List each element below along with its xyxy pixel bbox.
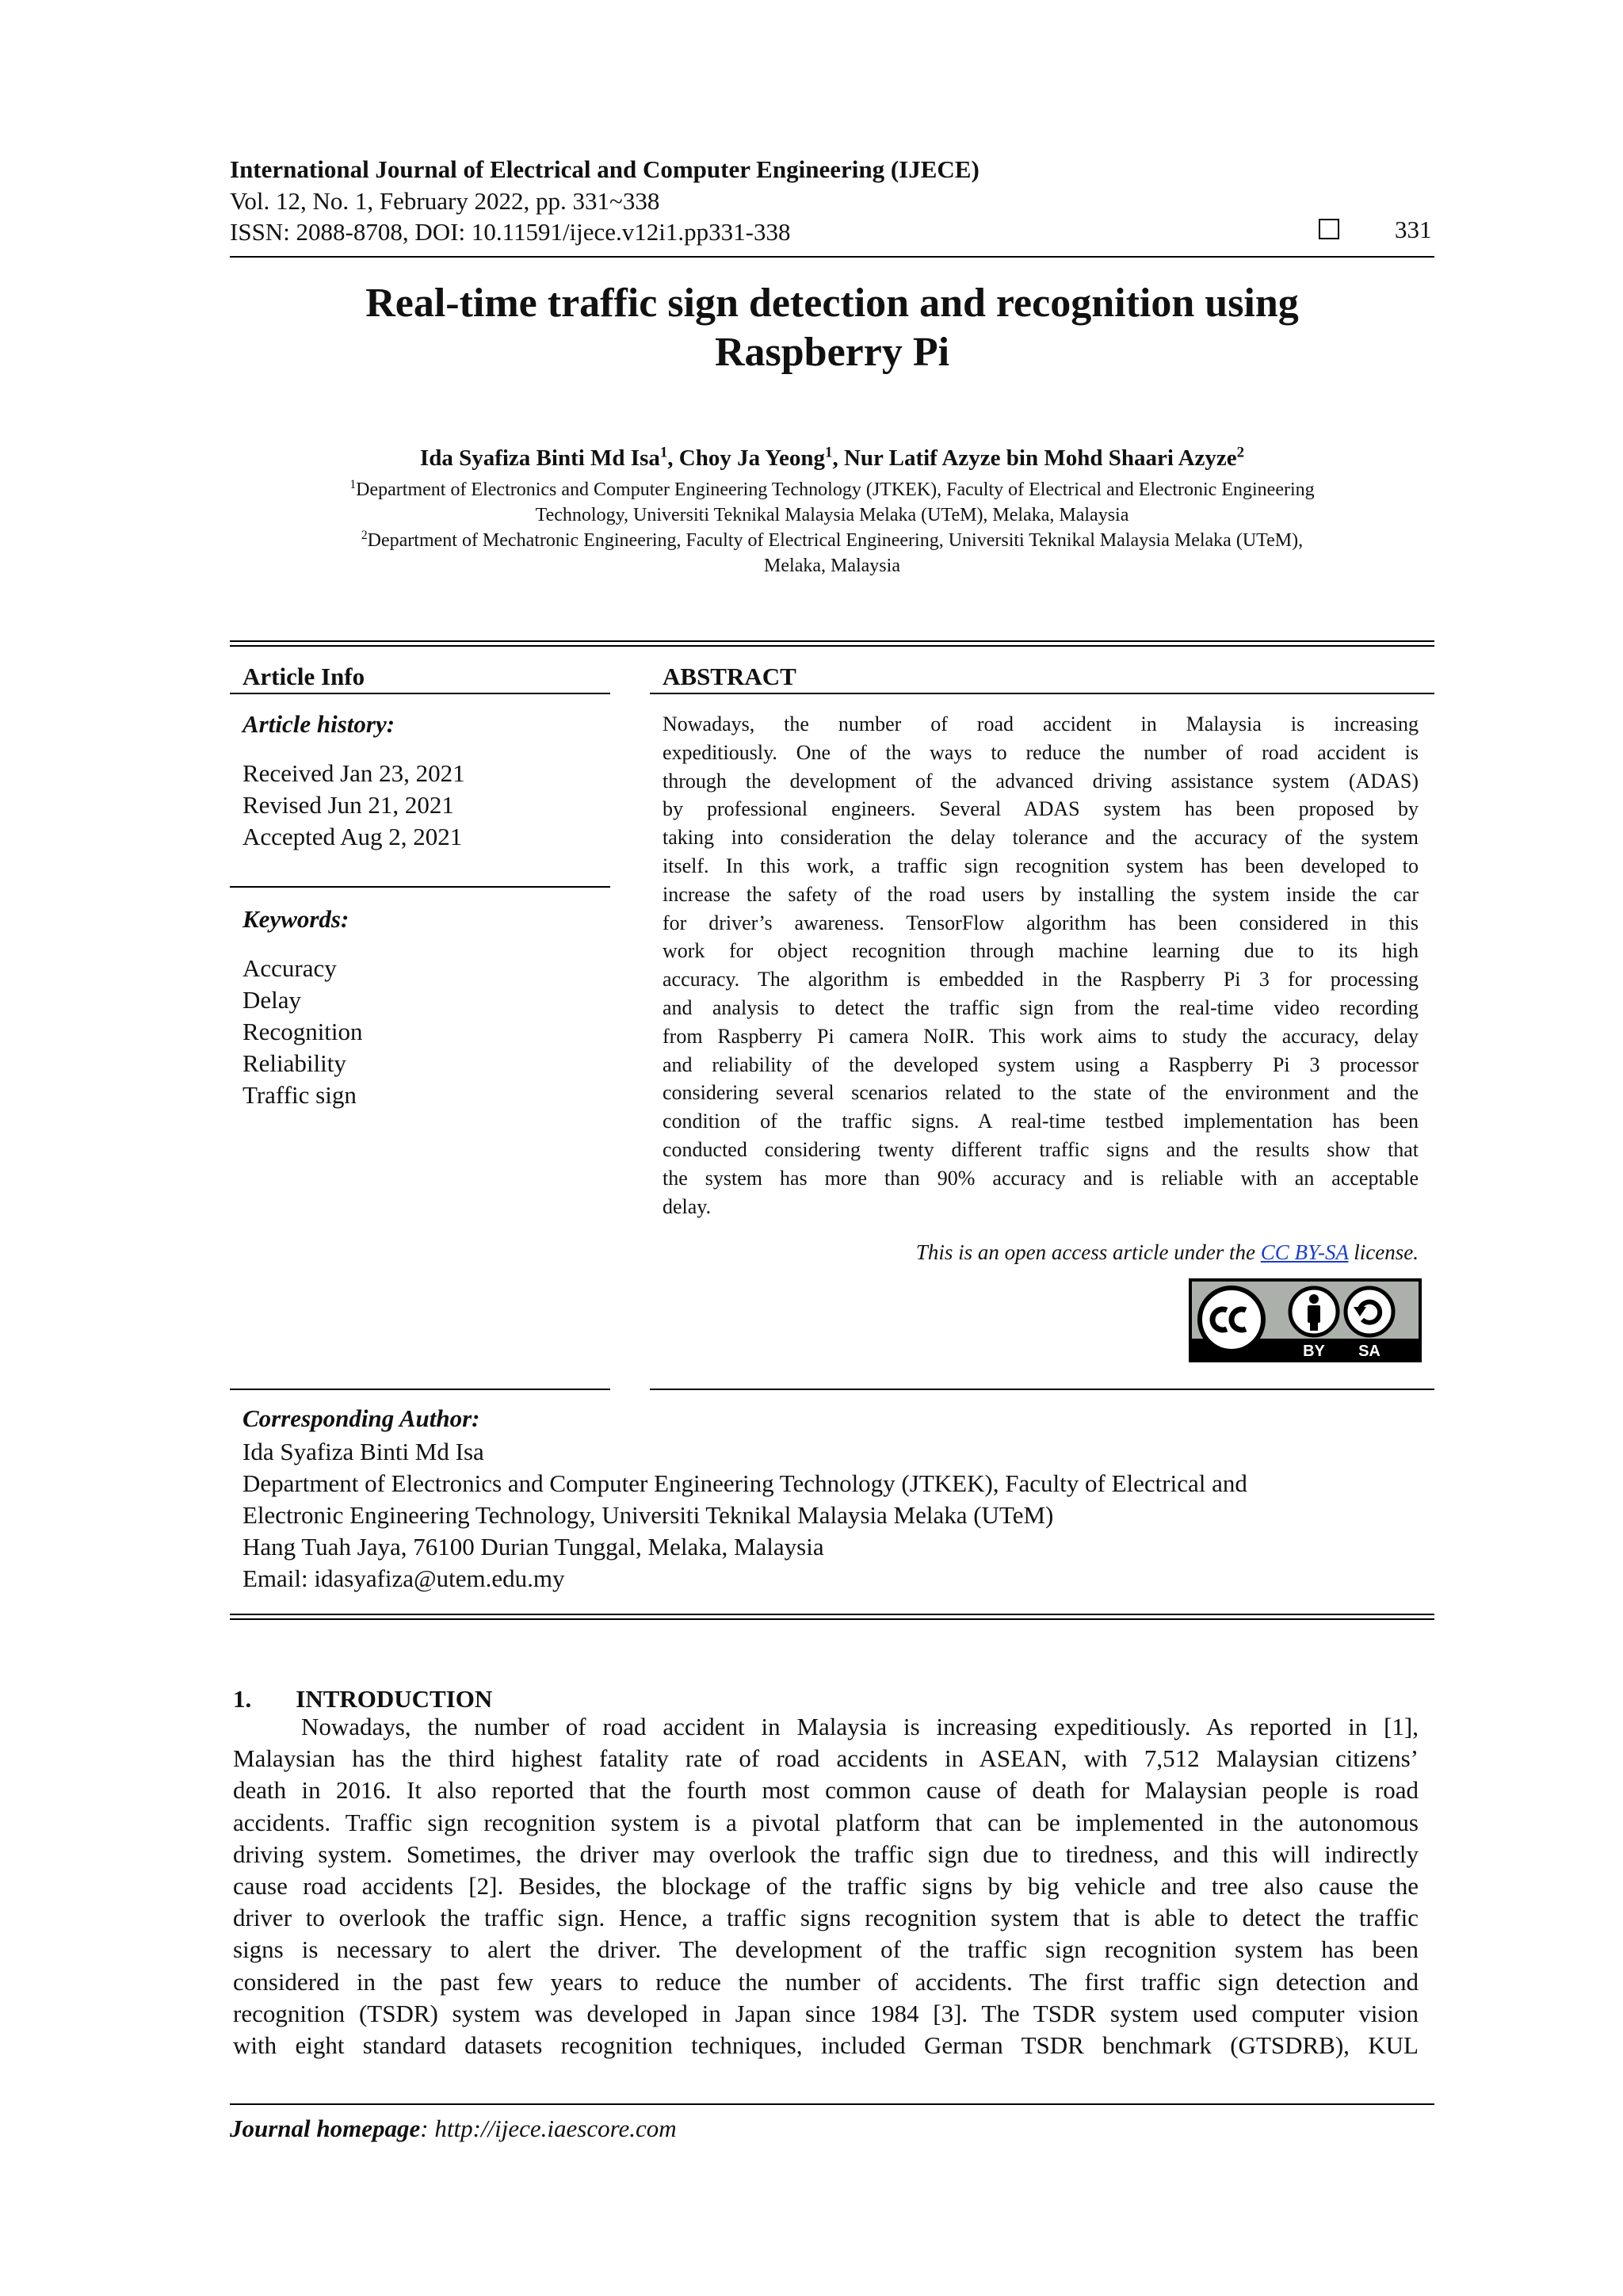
- paper-title: [230, 279, 1434, 377]
- abstract-line: Nowadays, the number of road accident in Malaysia is increasing: [663, 712, 1419, 735]
- abstract-line: accuracy. The algorithm is embedded in the Raspberry Pi 3 for processing: [663, 968, 1419, 991]
- corresponding-author-block: [242, 1436, 1247, 1595]
- author-2: Choy Ja Yeong: [678, 445, 826, 471]
- corresponding-email: Email: idasyafiza@utem.edu.my: [242, 1564, 565, 1592]
- cc-sa-label: SA: [1358, 1343, 1381, 1360]
- keyword-item: Accuracy: [242, 954, 337, 982]
- affiliation-1: [230, 477, 1434, 528]
- paper-title-line-2: Raspberry Pi: [714, 330, 950, 375]
- license-prefix: This is an open access article under the: [915, 1240, 1261, 1264]
- license-statement: [663, 1240, 1419, 1265]
- corresponding-line: Department of Electronics and Computer Engineering Technology (JTKEK), Faculty of Electrical and: [242, 1469, 1247, 1497]
- history-rule: [230, 886, 610, 888]
- corresponding-line: Hang Tuah Jaya, 76100 Durian Tunggal, Melaka, Malaysia: [242, 1533, 824, 1561]
- intro-line: accidents. Traffic sign recognition system is a pivotal platform that can be implemented in the autonomous: [233, 1808, 1419, 1836]
- footer-rule: [230, 2103, 1434, 2105]
- affiliation-2-line-1: Department of Mechatronic Engineering, Faculty of Electrical Engineering, Universiti Teknikal Malaysia Melaka (UTeM),: [367, 530, 1304, 551]
- keyword-item: Delay: [242, 986, 302, 1014]
- abstract-heading: ABSTRACT: [663, 663, 796, 690]
- affiliation-1-line-2: Technology, Universiti Teknikal Malaysia Melaka (UTeM), Melaka, Malaysia: [535, 505, 1129, 525]
- author-3: Nur Latif Azyze bin Mohd Shaari Azyze: [843, 445, 1237, 471]
- license-suffix: license.: [1348, 1240, 1419, 1264]
- intro-line: signs is necessary to alert the driver. The development of the traffic sign recognition system has been: [233, 1935, 1419, 1964]
- cc-by-sa-link[interactable]: CC BY-SA: [1260, 1240, 1349, 1264]
- author-sep-2: ,: [832, 445, 844, 471]
- keyword-item: Reliability: [242, 1049, 346, 1077]
- abstract-line: delay.: [663, 1194, 712, 1218]
- homepage-label: Journal homepage: [230, 2115, 421, 2142]
- accepted-date: Accepted Aug 2, 2021: [242, 823, 463, 850]
- abstract-line: condition of the traffic signs. A real-time testbed implementation has been: [663, 1110, 1419, 1133]
- issn-doi: ISSN: 2088-8708, DOI: 10.11591/ijece.v12i1.pp331-338: [230, 218, 791, 246]
- received-date: Received Jan 23, 2021: [242, 759, 465, 787]
- abstract-line: considering several scenarios related to the state of the environment and the: [663, 1081, 1419, 1105]
- affiliation-2: [230, 528, 1434, 579]
- affiliation-1-sup: 1: [349, 478, 357, 491]
- cc-badge-graphic: [1190, 1280, 1420, 1361]
- intro-line: death in 2016. It also reported that the fourth most common cause of death for Malaysian people is road: [233, 1776, 1419, 1805]
- revised-date: Revised Jun 21, 2021: [242, 791, 454, 819]
- affiliation-1-line-1: Department of Electronics and Computer Engineering Technology (JTKEK), Faculty of Electrical and Electronic Engineering: [356, 479, 1315, 500]
- keyword-item: Recognition: [242, 1018, 363, 1045]
- keyword-list: [242, 953, 363, 1111]
- abstract-line: increase the safety of the road users by installing the system inside the car: [663, 882, 1419, 906]
- sa-sharealike-icon: [1346, 1288, 1393, 1335]
- abstract-line: from Raspberry Pi camera NoIR. This work aims to study the accuracy, delay: [663, 1024, 1419, 1048]
- by-attribution-icon: [1290, 1288, 1338, 1335]
- intro-line: considered in the past few years to reduce the number of accidents. The first traffic sign detection and: [233, 1967, 1419, 1996]
- abstract-line: itself. In this work, a traffic sign recognition system has been developed to: [663, 854, 1419, 877]
- article-info-rule: [230, 693, 610, 694]
- cc-by-label: BY: [1303, 1343, 1325, 1360]
- intro-line: driver to overlook the traffic sign. Hence, a traffic signs recognition system that is able to detect the traffic: [233, 1904, 1419, 1932]
- intro-line: with eight standard datasets recognition techniques, included German TSDR benchmark (GTSDRB), KUL: [233, 2031, 1419, 2060]
- introduction-text: [233, 1711, 1419, 2061]
- square-icon: [1319, 219, 1339, 239]
- intro-line: cause road accidents [2]. Besides, the blockage of the traffic signs by big vehicle and tree also cause the: [233, 1872, 1419, 1901]
- article-info-heading: Article Info: [242, 663, 365, 690]
- abstract-line: and analysis to detect the traffic sign from the real-time video recording: [663, 995, 1419, 1019]
- section-number: 1.: [233, 1685, 252, 1713]
- author-1-sup: 1: [659, 444, 668, 461]
- abstract-line: through the development of the advanced driving assistance system (ADAS): [663, 769, 1419, 793]
- article-dates: [242, 758, 465, 853]
- abstract-line: taking into consideration the delay tolerance and the accuracy of the system: [663, 826, 1419, 850]
- article-history-label: Article history:: [242, 710, 395, 738]
- journal-homepage: [230, 2115, 677, 2143]
- abstract-line: the system has more than 90% accuracy and is reliable with an acceptable: [663, 1166, 1419, 1190]
- intro-line: driving system. Sometimes, the driver may overlook the traffic sign due to tiredness, and this will indirectly: [233, 1839, 1419, 1868]
- right-bottom-rule: [650, 1389, 1434, 1390]
- abstract-text: [663, 710, 1419, 1221]
- corresponding-author-label: Corresponding Author:: [242, 1404, 480, 1432]
- keyword-item: Traffic sign: [242, 1081, 357, 1109]
- info-top-rule: [230, 640, 1434, 642]
- intro-line: recognition (TSDR) system was developed in Japan since 1984 [3]. The TSDR system used computer vision: [233, 1999, 1419, 2027]
- journal-name: International Journal of Electrical and Computer Engineering (IJECE): [230, 155, 980, 183]
- abstract-line: for driver’s awareness. TensorFlow algorithm has been considered in this: [663, 911, 1419, 934]
- volume-info: Vol. 12, No. 1, February 2022, pp. 331~338: [230, 187, 660, 215]
- abstract-line: and reliability of the developed system using a Raspberry Pi 3 processor: [663, 1052, 1419, 1076]
- intro-line: Malaysian has the third highest fatality rate of road accidents in ASEAN, with 7,512 Malaysian citizens’: [233, 1744, 1419, 1773]
- affiliation-2-line-2: Melaka, Malaysia: [764, 556, 900, 576]
- corresponding-line: Electronic Engineering Technology, Universiti Teknikal Malaysia Melaka (UTeM): [242, 1501, 1054, 1529]
- author-1: Ida Syafiza Binti Md Isa: [419, 445, 660, 471]
- author-list: [230, 445, 1434, 472]
- paper-title-line-1: Real-time traffic sign detection and recognition using: [365, 281, 1299, 326]
- section-heading: [233, 1685, 492, 1713]
- keywords-label: Keywords:: [242, 905, 349, 933]
- left-bottom-rule: [230, 1389, 610, 1390]
- author-sep-1: ,: [667, 445, 679, 471]
- corresponding-line: Ida Syafiza Binti Md Isa: [242, 1438, 484, 1465]
- info-top-rule-2: [230, 645, 1434, 647]
- page-number: 331: [1395, 216, 1432, 243]
- homepage-url[interactable]: : http://ijece.iaescore.com: [420, 2115, 677, 2142]
- info-bottom-rule: [230, 1614, 1434, 1615]
- abstract-line: conducted considering twenty different traffic signs and the results show that: [663, 1137, 1419, 1161]
- section-title: INTRODUCTION: [296, 1685, 493, 1713]
- author-2-sup: 1: [825, 444, 833, 461]
- author-3-sup: 2: [1236, 444, 1245, 461]
- abstract-line: expeditiously. One of the ways to reduce the number of road accident is: [663, 740, 1419, 764]
- abstract-line: by professional engineers. Several ADAS system has been proposed by: [663, 797, 1419, 821]
- affiliation-2-sup: 2: [361, 529, 368, 542]
- abstract-rule: [650, 693, 1434, 694]
- header-rule: [230, 256, 1434, 258]
- intro-line: Nowadays, the number of road accident in Malaysia is increasing expeditiously. As reported in [1],: [301, 1713, 1419, 1740]
- abstract-line: work for object recognition through machine learning due to its high: [663, 939, 1419, 963]
- cc-by-sa-badge: [1189, 1278, 1422, 1362]
- info-bottom-rule-2: [230, 1618, 1434, 1620]
